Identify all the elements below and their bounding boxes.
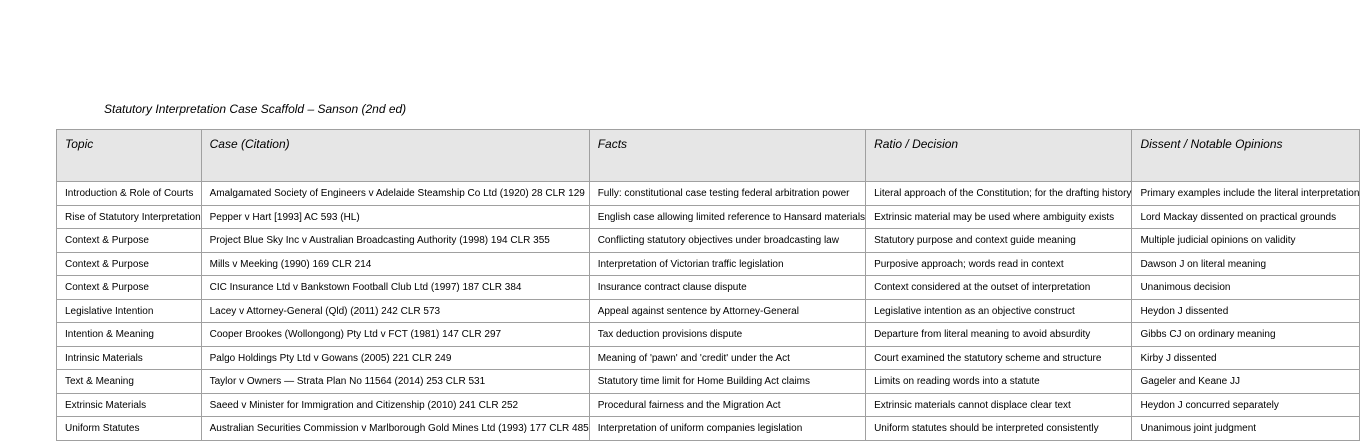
cell-dissent-text: Kirby J dissented	[1140, 352, 1217, 364]
table-row	[57, 323, 1360, 347]
cell-case-text: Palgo Holdings Pty Ltd v Gowans (2005) 221 CLR 249	[209, 352, 452, 364]
cell-facts-text: Conflicting statutory objectives under broadcasting law	[597, 235, 839, 246]
cell-ratio-text: Legislative intention as an objective construct	[874, 305, 1075, 317]
cell-case-text: Cooper Brookes (Wollongong) Pty Ltd v FCT (1981) 147 CLR 297	[209, 329, 502, 340]
cell-facts-text: English case allowing limited reference to Hansard materials	[597, 211, 866, 223]
table-row	[57, 205, 1360, 229]
header-dissent-label: Dissent / Notable Opinions	[1140, 137, 1283, 151]
cell-topic-text: Legislative Intention	[65, 305, 154, 317]
table-row	[57, 299, 1360, 323]
cell-dissent-text: Dawson J on literal meaning	[1140, 258, 1267, 270]
cell-case	[201, 417, 589, 441]
cell-dissent	[1132, 229, 1360, 253]
header-topic: Topic	[57, 130, 202, 182]
cell-dissent-text: Heydon J dissented	[1140, 305, 1229, 317]
cell-topic-text: Introduction & Role of Courts	[65, 188, 194, 199]
cell-dissent-text: Unanimous joint judgment	[1140, 423, 1257, 434]
cell-ratio	[866, 205, 1132, 229]
cell-dissent	[1132, 299, 1360, 323]
cell-ratio-text: Uniform statutes should be interpreted consistently	[874, 423, 1099, 434]
cell-topic-text: Extrinsic Materials	[65, 399, 147, 411]
cell-case-text: CIC Insurance Ltd v Bankstown Football Club Ltd (1997) 187 CLR 384	[209, 282, 522, 293]
case-scaffold-table	[56, 129, 1360, 441]
cell-topic-text: Intention & Meaning	[65, 329, 154, 340]
cell-ratio	[866, 252, 1132, 276]
cell-ratio	[866, 299, 1132, 323]
cell-ratio-text: Statutory purpose and context guide meaning	[874, 235, 1076, 246]
cell-dissent-text: Unanimous decision	[1140, 282, 1231, 293]
cell-facts-text: Fully: constitutional case testing federal arbitration power	[597, 188, 850, 199]
cell-dissent	[1132, 346, 1360, 370]
cell-facts-text: Interpretation of uniform companies legislation	[597, 423, 803, 434]
cell-topic	[57, 276, 202, 300]
cell-topic	[57, 370, 202, 394]
header-facts: Facts	[589, 130, 865, 182]
cell-facts	[589, 346, 865, 370]
cell-topic	[57, 346, 202, 370]
cell-facts	[589, 299, 865, 323]
cell-facts	[589, 370, 865, 394]
cell-dissent	[1132, 393, 1360, 417]
cell-case	[201, 393, 589, 417]
cell-ratio-text: Departure from literal meaning to avoid absurdity	[874, 329, 1091, 340]
cell-ratio	[866, 182, 1132, 206]
cell-topic	[57, 205, 202, 229]
cell-ratio-text: Purposive approach; words read in context	[874, 258, 1064, 270]
cell-case	[201, 229, 589, 253]
cell-case	[201, 252, 589, 276]
cell-dissent	[1132, 205, 1360, 229]
cell-ratio-text: Extrinsic material may be used where ambiguity exists	[874, 211, 1115, 223]
cell-topic	[57, 229, 202, 253]
cell-ratio	[866, 346, 1132, 370]
cell-ratio-text: Limits on reading words into a statute	[874, 376, 1040, 387]
cell-topic-text: Intrinsic Materials	[65, 352, 143, 364]
cell-case-text: Project Blue Sky Inc v Australian Broadcasting Authority (1998) 194 CLR 355	[209, 235, 550, 246]
cell-dissent-text: Gibbs CJ on ordinary meaning	[1140, 329, 1276, 340]
cell-facts-text: Interpretation of Victorian traffic legislation	[597, 258, 784, 270]
cell-case-text: Australian Securities Commission v Marlborough Gold Mines Ltd (1993) 177 CLR 485	[209, 423, 589, 434]
cell-dissent	[1132, 182, 1360, 206]
cell-dissent	[1132, 276, 1360, 300]
cell-dissent	[1132, 417, 1360, 441]
table-row	[57, 229, 1360, 253]
table-row	[57, 252, 1360, 276]
cell-facts	[589, 229, 865, 253]
cell-dissent-text: Lord Mackay dissented on practical grounds	[1140, 211, 1337, 223]
table-row	[57, 182, 1360, 206]
cell-topic-text: Context & Purpose	[65, 235, 149, 246]
cell-case-text: Pepper v Hart [1993] AC 593 (HL)	[209, 211, 360, 223]
cell-dissent-text: Primary examples include the literal interpretation	[1140, 188, 1360, 199]
cell-topic	[57, 299, 202, 323]
cell-ratio-text: Context considered at the outset of interpretation	[874, 282, 1091, 293]
cell-case	[201, 205, 589, 229]
cell-topic-text: Rise of Statutory Interpretation	[65, 211, 201, 223]
table-header-row	[57, 130, 1360, 182]
cell-ratio	[866, 276, 1132, 300]
table-row	[57, 346, 1360, 370]
cell-case	[201, 346, 589, 370]
cell-facts	[589, 276, 865, 300]
cell-case-text: Taylor v Owners — Strata Plan No 11564 (2014) 253 CLR 531	[209, 376, 486, 387]
cell-ratio	[866, 417, 1132, 441]
cell-topic	[57, 323, 202, 347]
cell-ratio	[866, 370, 1132, 394]
cell-topic-text: Text & Meaning	[65, 376, 134, 387]
cell-topic	[57, 393, 202, 417]
cell-topic-text: Uniform Statutes	[65, 423, 140, 434]
cell-facts	[589, 417, 865, 441]
document-title: Statutory Interpretation Case Scaffold – Sanson (2nd ed)	[104, 102, 407, 116]
cell-facts-text: Procedural fairness and the Migration Act	[597, 399, 781, 411]
cell-dissent	[1132, 323, 1360, 347]
cell-ratio	[866, 393, 1132, 417]
cell-facts-text: Meaning of 'pawn' and 'credit' under the Act	[597, 352, 790, 364]
table-row	[57, 370, 1360, 394]
cell-case	[201, 276, 589, 300]
cell-case	[201, 323, 589, 347]
cell-facts-text: Tax deduction provisions dispute	[597, 329, 743, 340]
cell-ratio-text: Literal approach of the Constitution; for the drafting history	[874, 188, 1132, 199]
cell-dissent-text: Multiple judicial opinions on validity	[1140, 235, 1296, 246]
cell-facts	[589, 323, 865, 347]
cell-facts-text: Appeal against sentence by Attorney-General	[597, 305, 799, 317]
cell-case-text: Lacey v Attorney-General (Qld) (2011) 242 CLR 573	[209, 305, 441, 317]
header-ratio: Ratio / Decision	[866, 130, 1132, 182]
cell-topic-text: Context & Purpose	[65, 282, 149, 293]
cell-case-text: Mills v Meeking (1990) 169 CLR 214	[209, 258, 372, 270]
table-row	[57, 393, 1360, 417]
cell-facts	[589, 252, 865, 276]
header-dissent	[1132, 130, 1360, 182]
cell-dissent	[1132, 370, 1360, 394]
cell-facts-text: Insurance contract clause dispute	[597, 282, 747, 293]
table-row	[57, 417, 1360, 441]
cell-facts-text: Statutory time limit for Home Building Act claims	[597, 376, 810, 387]
cell-topic	[57, 182, 202, 206]
cell-case	[201, 299, 589, 323]
cell-case	[201, 370, 589, 394]
cell-facts	[589, 182, 865, 206]
cell-facts	[589, 205, 865, 229]
cell-ratio-text: Court examined the statutory scheme and structure	[874, 352, 1102, 364]
cell-dissent-text: Gageler and Keane JJ	[1140, 376, 1240, 387]
cell-topic	[57, 417, 202, 441]
cell-facts	[589, 393, 865, 417]
cell-ratio	[866, 323, 1132, 347]
cell-ratio	[866, 229, 1132, 253]
cell-case-text: Amalgamated Society of Engineers v Adelaide Steamship Co Ltd (1920) 28 CLR 129	[209, 188, 585, 199]
cell-dissent	[1132, 252, 1360, 276]
cell-topic	[57, 252, 202, 276]
cell-case	[201, 182, 589, 206]
cell-ratio-text: Extrinsic materials cannot displace clear text	[874, 399, 1071, 411]
cell-dissent-text: Heydon J concurred separately	[1140, 399, 1279, 411]
header-case: Case (Citation)	[201, 130, 589, 182]
table-row	[57, 276, 1360, 300]
cell-case-text: Saeed v Minister for Immigration and Citizenship (2010) 241 CLR 252	[209, 399, 519, 411]
cell-topic-text: Context & Purpose	[65, 258, 149, 270]
